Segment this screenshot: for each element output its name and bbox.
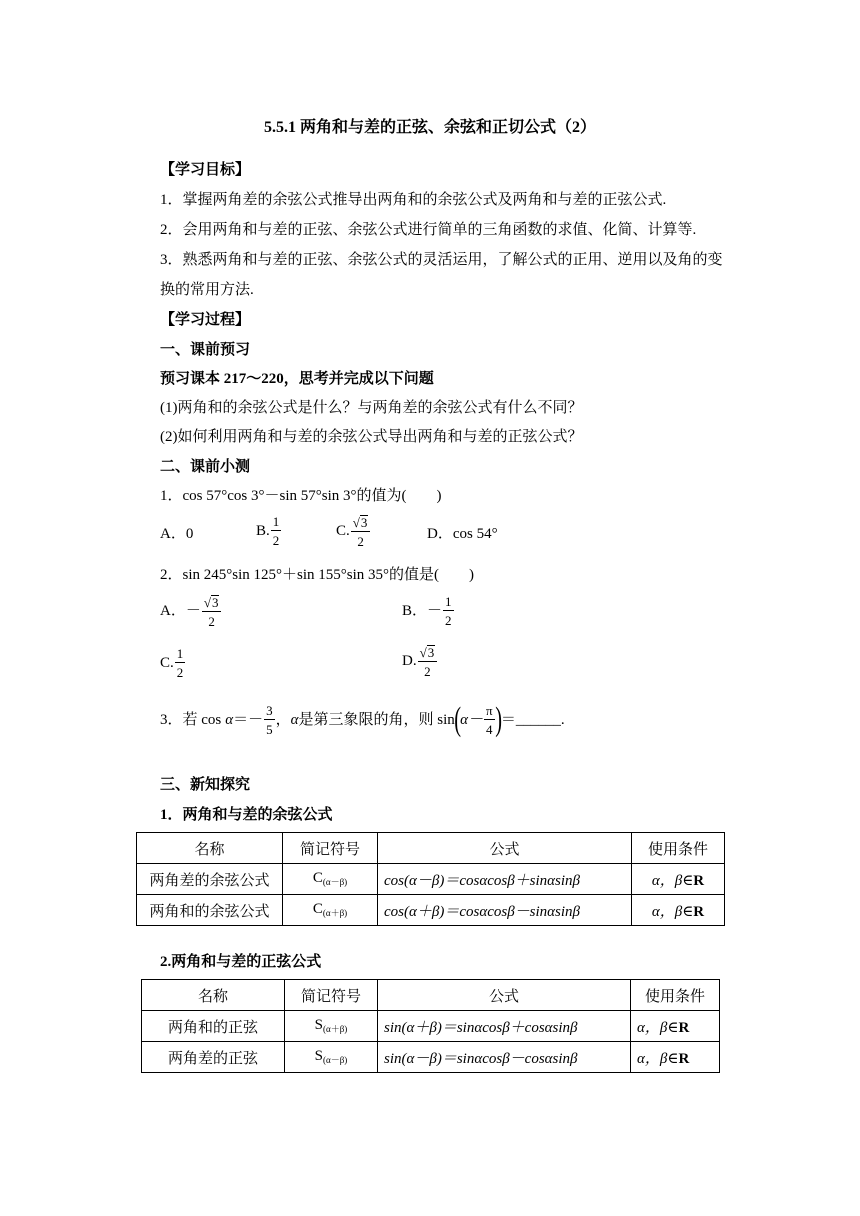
page-title: 5.5.1 两角和与差的正弦、余弦和正切公式（2） <box>263 119 596 136</box>
option-label: C. <box>336 523 350 539</box>
symbol-subscript: (α－β) <box>323 1055 348 1065</box>
header-name: 名称 <box>142 980 285 1011</box>
cell-condition <box>632 895 725 926</box>
fraction <box>271 515 282 547</box>
table-row <box>137 895 725 926</box>
cos-formula-table <box>136 832 725 926</box>
real-set: R <box>693 872 705 889</box>
preview-question-1: (1)两角和的余弦公式是什么？与两角差的余弦公式有什么不同？ <box>160 400 583 416</box>
cell-symbol <box>283 895 378 926</box>
cell-name: 两角和的正弦 <box>142 1011 285 1042</box>
denominator: 2 <box>424 664 431 679</box>
preview-heading: 一、课前预习 <box>160 342 251 358</box>
new-heading: 三、新知探究 <box>160 777 251 793</box>
q3-prefix: 3．若 cos <box>160 711 222 728</box>
quiz-q1-option-d: D．cos 54° <box>427 526 498 542</box>
q3-equals: ＝－ <box>233 711 264 728</box>
option-label: D. <box>402 653 417 669</box>
q3-alpha: α <box>225 711 234 728</box>
quiz-q2-option-c <box>160 647 186 679</box>
denominator: 5 <box>266 722 273 737</box>
header-name: 名称 <box>137 833 283 864</box>
symbol: C <box>312 901 323 917</box>
symbol-subscript: (α－β) <box>322 877 348 887</box>
goals-heading: 【学习目标】 <box>160 162 251 178</box>
condition-text: α，β∈ <box>651 903 694 920</box>
q3-blank: ＝______. <box>500 711 565 728</box>
cell-condition <box>632 864 725 895</box>
q3-text: 是第三象限的角，则 sin <box>298 711 455 728</box>
quiz-q1-stem: 1．cos 57°cos 3°－sin 57°sin 3°的值为( ) <box>160 488 442 504</box>
header-symbol: 简记符号 <box>283 833 378 864</box>
cell-condition <box>631 1011 720 1042</box>
table-row <box>142 1042 720 1073</box>
goal-2: 2．会用两角和与差的正弦、余弦公式进行简单的三角函数的求值、化简、计算等. <box>160 222 697 238</box>
denominator: 2 <box>176 665 184 680</box>
quiz-q1-option-c <box>336 515 371 548</box>
numerator: 1 <box>176 646 184 661</box>
quiz-heading: 二、课前小测 <box>160 459 251 475</box>
condition-text: α，β∈ <box>637 1050 679 1067</box>
quiz-q1-option-a: A．0 <box>160 526 194 542</box>
fraction <box>175 647 186 679</box>
symbol: S <box>314 1017 324 1033</box>
numerator <box>418 645 438 662</box>
cell-formula: cos(α＋β)＝cosαcosβ－sinαsinβ <box>378 895 632 926</box>
numerator <box>351 515 371 532</box>
denominator: 2 <box>272 533 280 548</box>
sqrt-sign: √3 <box>203 595 219 610</box>
denominator: 2 <box>357 534 364 549</box>
fraction <box>418 645 438 678</box>
cell-condition <box>631 1042 720 1073</box>
goal-3-cont: 换的常用方法. <box>160 282 254 298</box>
option-label: B．－ <box>402 602 443 619</box>
header-formula: 公式 <box>378 980 631 1011</box>
quiz-q2-stem: 2．sin 245°sin 125°＋sin 155°sin 35°的值是( ) <box>160 567 475 583</box>
real-set: R <box>678 1019 690 1036</box>
radicand: 3 <box>211 595 219 610</box>
radicand: 3 <box>360 515 368 530</box>
sin-formula-table <box>141 979 720 1073</box>
quiz-q1-option-b <box>256 515 282 547</box>
sqrt-sign: √3 <box>419 645 435 660</box>
q3-inner: α－ <box>460 711 483 728</box>
fraction <box>484 704 495 736</box>
numerator <box>202 595 222 612</box>
numerator: 1 <box>445 594 452 609</box>
table-header-row <box>142 980 720 1011</box>
fraction <box>202 595 222 628</box>
symbol: C <box>312 870 323 886</box>
preview-task: 预习课本 217～220，思考并完成以下问题 <box>160 371 434 387</box>
q3-comma: ， <box>275 711 291 728</box>
goal-3: 3．熟悉两角和与差的正弦、余弦公式的灵活运用，了解公式的正用、逆用以及角的变 <box>160 252 723 268</box>
process-heading: 【学习过程】 <box>160 312 251 328</box>
fraction <box>443 595 454 627</box>
numerator: 1 <box>272 514 280 529</box>
quiz-q2-option-b <box>402 595 455 627</box>
quiz-q3 <box>160 703 565 737</box>
cell-formula: sin(α＋β)＝sinαcosβ＋cosαsinβ <box>378 1011 631 1042</box>
real-set: R <box>693 903 705 920</box>
cell-symbol <box>285 1042 378 1073</box>
goal-1: 1．掌握两角差的余弦公式推导出两角和的余弦公式及两角和与差的正弦公式. <box>160 192 667 208</box>
fraction <box>264 704 275 736</box>
symbol-subscript: (α＋β) <box>322 908 348 918</box>
header-condition: 使用条件 <box>632 833 725 864</box>
cell-symbol <box>283 864 378 895</box>
condition-text: α，β∈ <box>651 872 694 889</box>
header-formula: 公式 <box>378 833 632 864</box>
right-paren: ) <box>494 701 502 738</box>
option-label: B. <box>256 522 270 539</box>
denominator: 2 <box>208 614 215 629</box>
cell-symbol <box>285 1011 378 1042</box>
header-symbol: 简记符号 <box>285 980 378 1011</box>
quiz-q2-option-d <box>402 645 438 678</box>
option-label: C. <box>160 654 174 671</box>
left-paren: ( <box>454 701 461 738</box>
table-header-row <box>137 833 725 864</box>
table-row <box>142 1011 720 1042</box>
symbol-subscript: (α＋β) <box>323 1024 348 1034</box>
condition-text: α，β∈ <box>637 1019 679 1036</box>
sin-table-heading: 2.两角和与差的正弦公式 <box>160 954 322 970</box>
cell-name: 两角和的余弦公式 <box>137 895 283 926</box>
real-set: R <box>678 1050 690 1067</box>
cell-formula: cos(α－β)＝cosαcosβ＋sinαsinβ <box>378 864 632 895</box>
denominator: 2 <box>445 613 452 628</box>
cell-name: 两角差的正弦 <box>142 1042 285 1073</box>
symbol: S <box>314 1048 324 1064</box>
table-row <box>137 864 725 895</box>
preview-question-2: (2)如何利用两角和与差的余弦公式导出两角和与差的正弦公式？ <box>160 429 583 445</box>
sqrt-sign: √3 <box>352 515 368 530</box>
cos-table-heading: 1．两角和与差的余弦公式 <box>160 807 333 823</box>
header-condition: 使用条件 <box>631 980 720 1011</box>
cell-name: 两角差的余弦公式 <box>137 864 283 895</box>
option-label: A．－ <box>160 603 201 619</box>
quiz-q2-option-a <box>160 595 222 628</box>
radicand: 3 <box>427 645 435 660</box>
fraction <box>351 515 371 548</box>
numerator: 3 <box>266 703 273 718</box>
q3-alpha-2: α <box>290 711 299 728</box>
numerator: π <box>486 703 493 718</box>
denominator: 4 <box>486 722 493 737</box>
cell-formula: sin(α－β)＝sinαcosβ－cosαsinβ <box>378 1042 631 1073</box>
